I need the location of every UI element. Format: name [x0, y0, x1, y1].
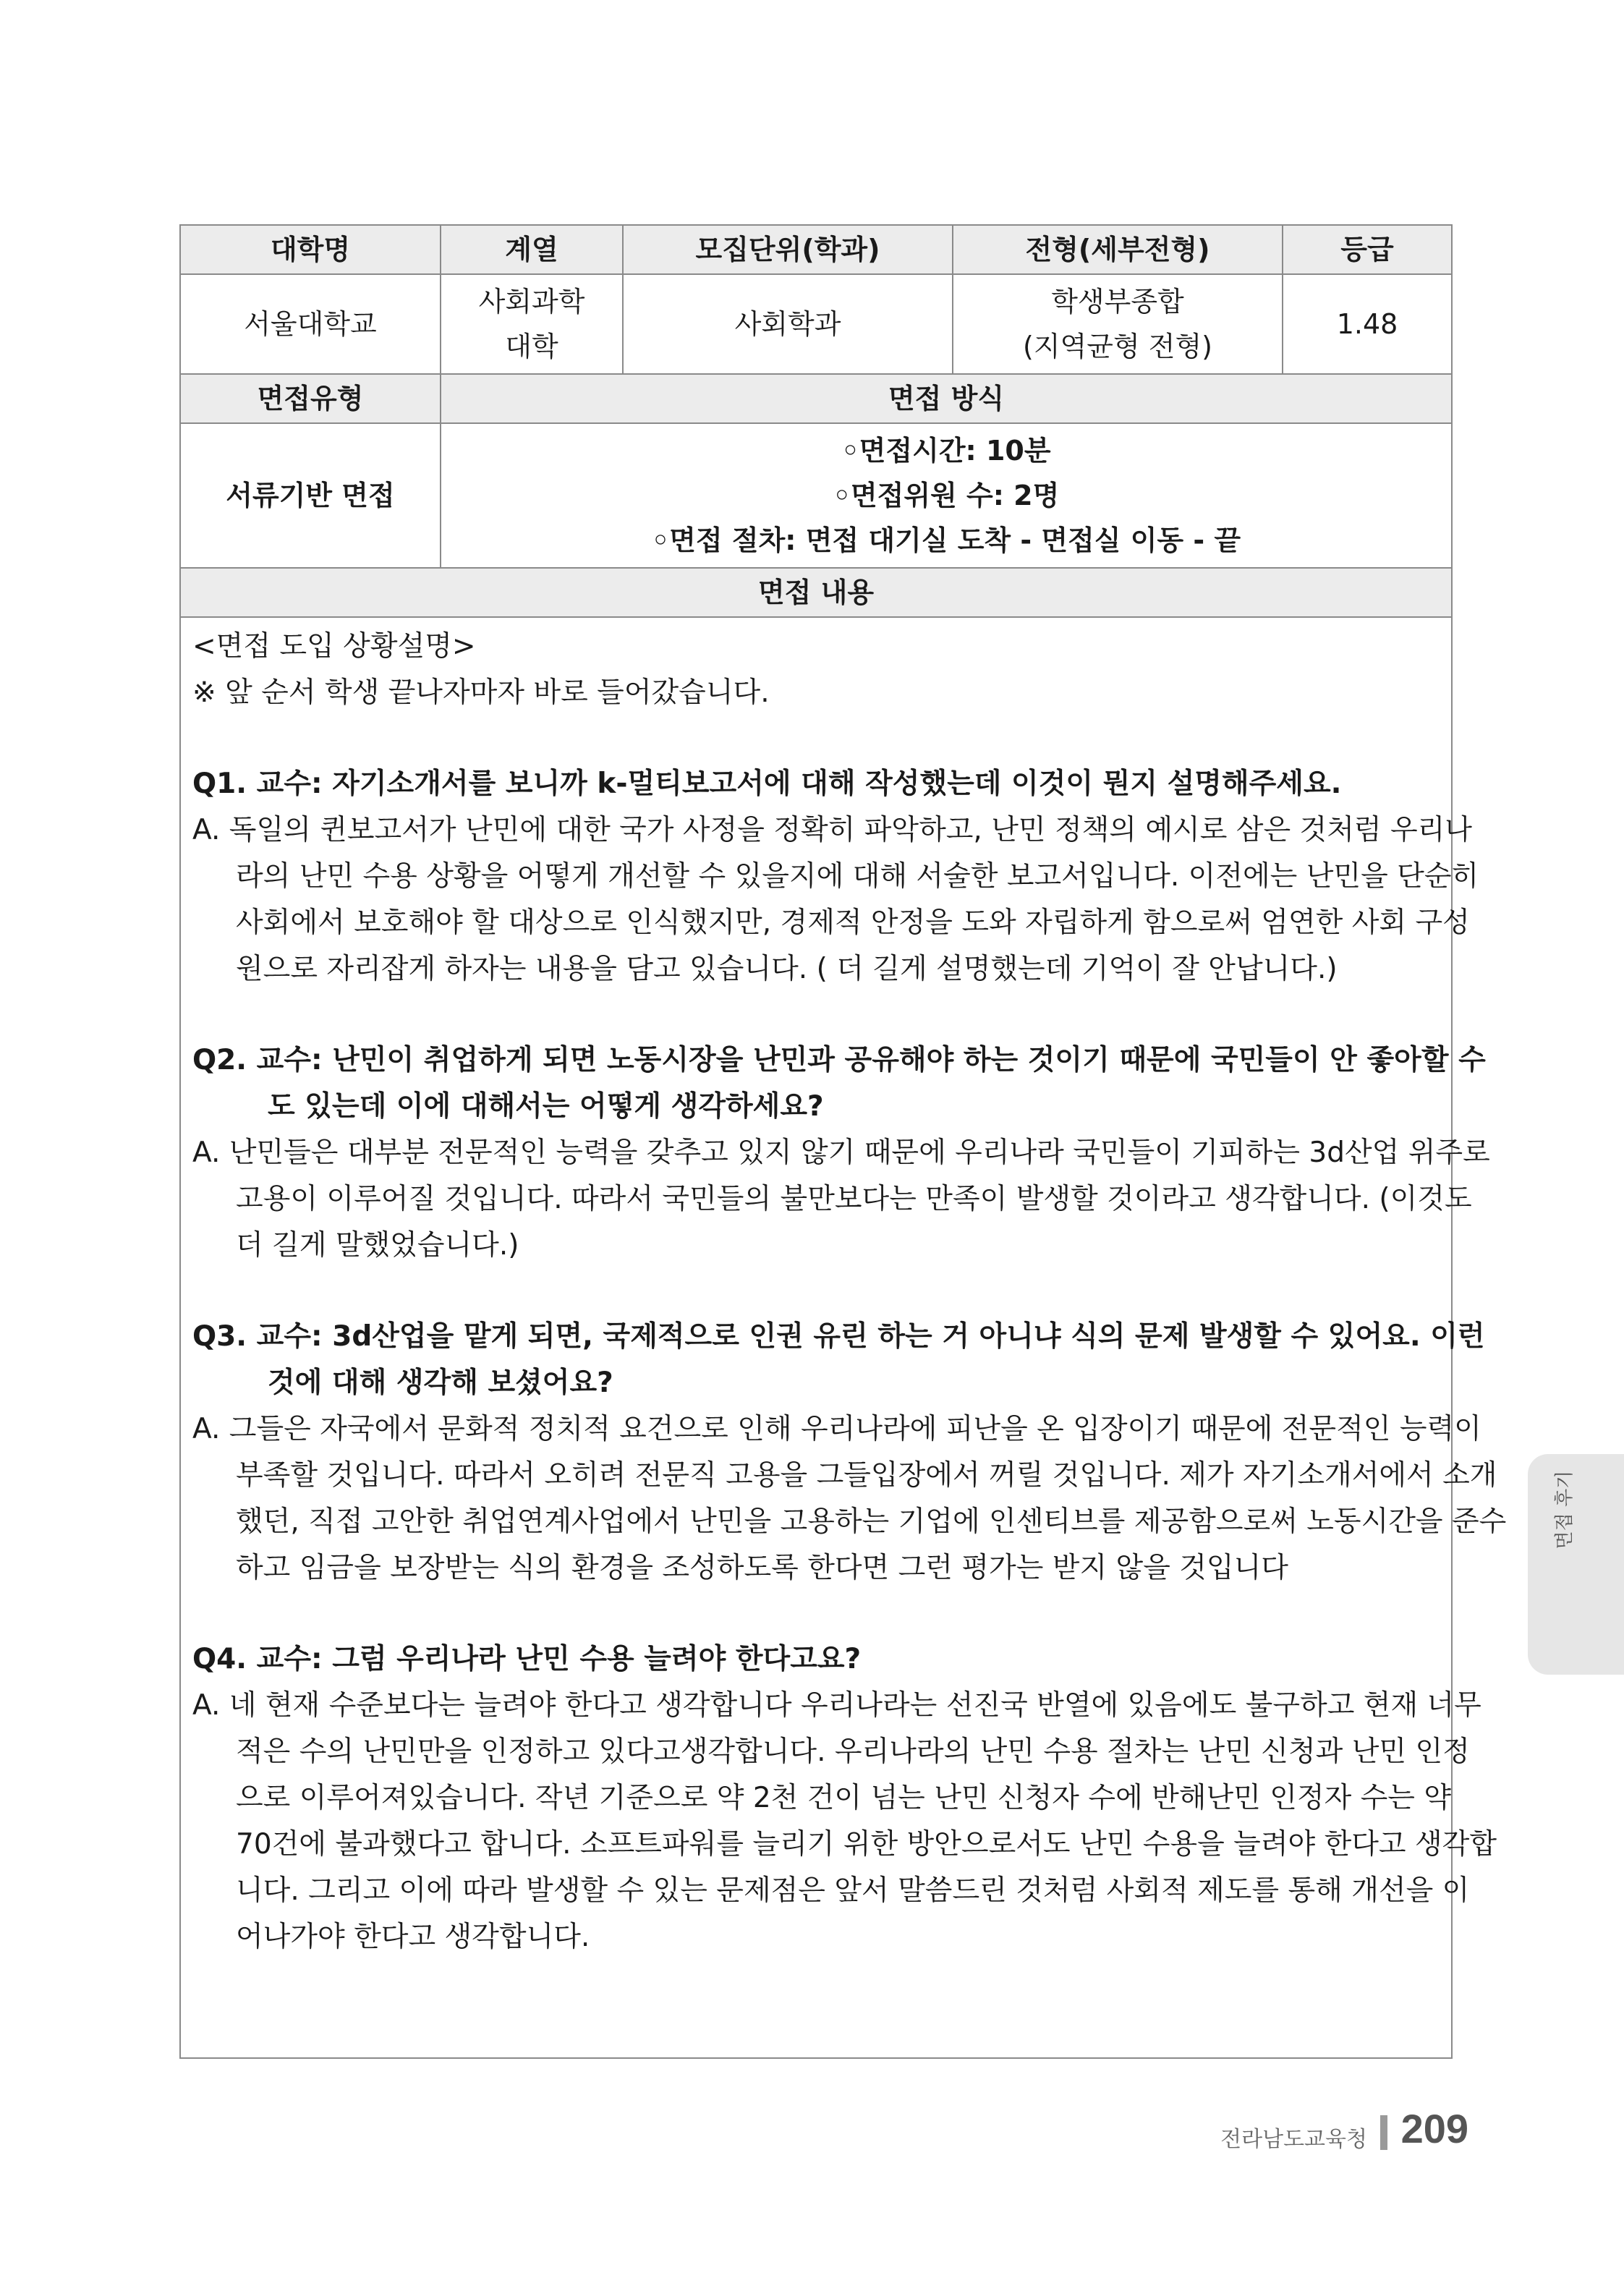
cell-university: 서울대학교 — [180, 274, 441, 374]
interview-header-row — [180, 374, 1452, 423]
answer-line: 부족할 것입니다. 따라서 오히려 전문직 고용을 그들입장에서 꺼릴 것입니다. 제가 자기소개서에서 소개 — [236, 1459, 1497, 1492]
question-1 — [192, 761, 1437, 807]
header-interview-content: 면접 내용 — [180, 568, 1452, 617]
answer-line: 사회에서 보호해야 할 대상으로 인식했지만, 경제적 안정을 도와 자립하게 함으로써 엄연한 사회 구성 — [236, 906, 1470, 939]
interview-row — [180, 423, 1452, 568]
answer-line: A. 네 현재 수준보다는 늘려야 한다고 생각합니다 우리나라는 선진국 반열에 있음에도 불구하고 현재 너무 — [192, 1689, 1481, 1722]
header-grade: 등급 — [1283, 225, 1452, 274]
page-number: 209 — [1400, 2106, 1468, 2151]
side-tab-label: 면접 후기 — [1554, 1470, 1576, 1550]
field-line-1: 사회과학 — [478, 286, 585, 318]
header-department: 모집단위(학과) — [623, 225, 953, 274]
cell-field — [441, 274, 623, 374]
answer-line: 으로 이루어져있습니다. 작년 기준으로 약 2천 건이 넘는 난민 신청자 수에 반해난민 인정자 수는 약 — [236, 1782, 1452, 1814]
answer-line: 고용이 이루어질 것입니다. 따라서 국민들의 불만보다는 만족이 발생할 것이라고 생각합니다. (이것도 — [236, 1183, 1472, 1215]
intro-title: <면접 도입 상황설명> — [192, 630, 476, 663]
answer-line: 했던, 직접 고안한 취업연계사업에서 난민을 고용하는 기업에 인센티브를 제공함으로써 노동시간을 준수 — [236, 1505, 1507, 1538]
answer-line: 적은 수의 난민만을 인정하고 있다고생각합니다. 우리나라의 난민 수용 절차는 난민 신청과 난민 인정 — [236, 1735, 1470, 1768]
question-3 — [192, 1314, 1485, 1406]
method-item: ◦면접 절차: 면접 대기실 도착 - 면접실 이동 - 끝 — [651, 524, 1241, 556]
answer-4 — [192, 1683, 1497, 1960]
cell-admission — [953, 274, 1283, 374]
method-item: ◦면접위원 수: 2명 — [833, 480, 1060, 511]
question-line: 것에 대해 생각해 보셨어요? — [268, 1367, 613, 1399]
header-admission: 전형(세부전형) — [953, 225, 1283, 274]
question-line: Q1. 교수: 자기소개서를 보니까 k-멀티보고서에 대해 작성했는데 이것이 뭔지 설명해주세요. — [192, 768, 1342, 800]
cell-grade: 1.48 — [1283, 274, 1452, 374]
section-side-tab — [1528, 1454, 1624, 1675]
cell-department: 사회학과 — [623, 274, 953, 374]
answer-line: 라의 난민 수용 상황을 어떻게 개선할 수 있을지에 대해 서술한 보고서입니다. 이전에는 난민을 단순히 — [236, 860, 1479, 893]
question-4 — [192, 1636, 1437, 1683]
answer-2 — [192, 1130, 1490, 1269]
answer-line: 원으로 자리잡게 하자는 내용을 담고 있습니다. ( 더 길게 설명했는데 기억이 잘 안납니다.) — [236, 953, 1338, 985]
footer-organization: 전라남도교육청 — [1220, 2127, 1367, 2152]
answer-line: A. 그들은 자국에서 문화적 정치적 요건으로 인해 우리나라에 피난을 온 입장이기 때문에 전문적인 능력이 — [192, 1413, 1481, 1445]
answer-3 — [192, 1406, 1507, 1591]
footer-divider — [1380, 2115, 1387, 2150]
question-line: Q2. 교수: 난민이 취업하게 되면 노동시장을 난민과 공유해야 하는 것이기 때문에 국민들이 안 좋아할 수 — [192, 1044, 1486, 1076]
admission-line-2: (지역균형 전형) — [1023, 331, 1212, 362]
question-2 — [192, 1037, 1486, 1130]
header-field: 계열 — [441, 225, 623, 274]
method-item: ◦면접시간: 10분 — [841, 435, 1051, 467]
answer-line: 어나가야 한다고 생각합니다. — [236, 1921, 590, 1953]
header-interview-method: 면접 방식 — [441, 374, 1452, 423]
page-footer — [1220, 2105, 1468, 2156]
answer-line: 니다. 그리고 이에 따라 발생할 수 있는 문제점은 앞서 말씀드린 것처럼 사회적 제도를 통해 개선을 이 — [236, 1874, 1470, 1907]
question-line: Q3. 교수: 3d산업을 맡게 되면, 국제적으로 인권 유린 하는 거 아니냐 식의 문제 발생할 수 있어요. 이런 — [192, 1320, 1485, 1353]
interview-info-table — [179, 224, 1507, 2059]
header-row — [180, 225, 1452, 274]
answer-line: 70건에 불과했다고 합니다. 소프트파워를 늘리기 위한 방안으로서도 난민 수용을 늘려야 한다고 생각합 — [236, 1828, 1497, 1861]
question-line: Q4. 교수: 그럼 우리나라 난민 수용 늘려야 한다고요? — [192, 1643, 862, 1675]
admission-line-1: 학생부종합 — [1051, 286, 1184, 318]
answer-line: A. 독일의 퀸보고서가 난민에 대한 국가 사정을 정확히 파악하고, 난민 정책의 예시로 삼은 것처럼 우리나 — [192, 814, 1472, 846]
data-row — [180, 274, 1452, 374]
question-line: 도 있는데 이에 대해서는 어떻게 생각하세요? — [268, 1090, 824, 1123]
field-line-2: 대학 — [505, 331, 558, 362]
cell-interview-method — [441, 423, 1452, 568]
cell-interview-type: 서류기반 면접 — [180, 423, 441, 568]
intro-note: ※ 앞 순서 학생 끝나자마자 바로 들어갔습니다. — [192, 676, 770, 709]
content-header-row — [180, 568, 1452, 617]
cell-interview-content — [180, 617, 1507, 2058]
content-row — [180, 617, 1452, 2058]
header-university: 대학명 — [180, 225, 441, 274]
answer-line: A. 난민들은 대부분 전문적인 능력을 갖추고 있지 않기 때문에 우리나라 국민들이 기피하는 3d산업 위주로 — [192, 1136, 1490, 1169]
answer-line: 하고 임금을 보장받는 식의 환경을 조성하도록 한다면 그런 평가는 받지 않을 것입니다 — [236, 1552, 1288, 1584]
answer-1 — [192, 807, 1479, 993]
header-interview-type: 면접유형 — [180, 374, 441, 423]
answer-line: 더 길게 말했었습니다.) — [236, 1229, 519, 1262]
